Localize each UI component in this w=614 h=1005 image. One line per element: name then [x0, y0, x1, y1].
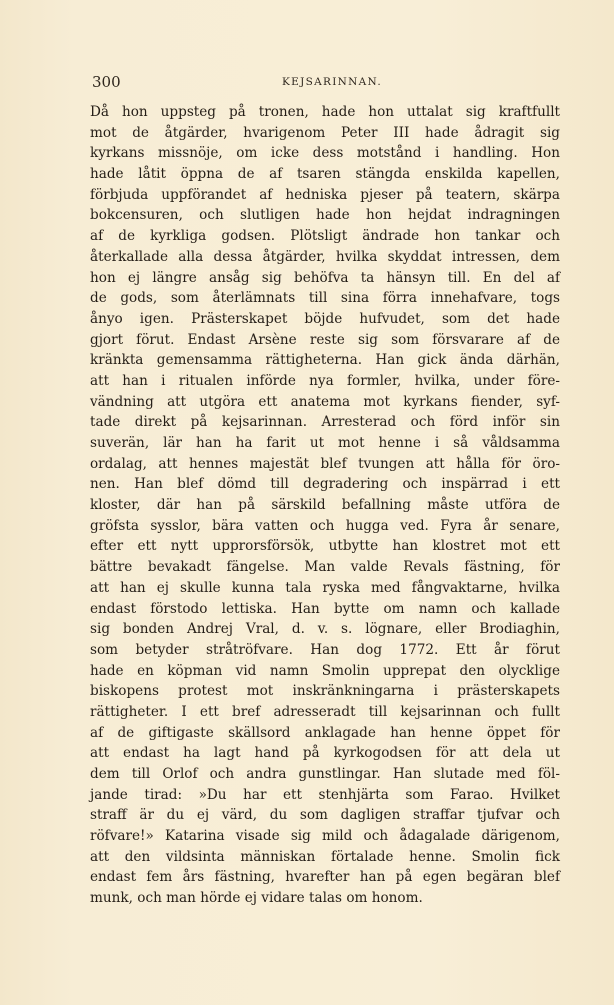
text-line: bokcensuren, och slutligen hade hon hejdat indragningen — [90, 207, 560, 224]
text-line: Då hon uppsteg på tronen, hade hon uttalat sig kraftfullt — [90, 104, 560, 120]
text-line: endast fem års fästning, hvarefter han på egen begäran blef — [90, 869, 560, 886]
body-text — [90, 102, 560, 909]
text-line: hon ej längre ansåg sig behöfva ta hänsyn till. En del af — [90, 269, 560, 286]
text-line: vändning att utgöra ett anatema mot kyrkans fiender, syf- — [90, 393, 560, 410]
text-line: sig bonden Andrej Vral, d. v. s. lögnare, eller Brodiaghin, — [90, 621, 560, 638]
text-line: jande tirad: »Du har ett stenhjärta som Farao. Hvilket — [90, 786, 560, 803]
text-line: tade direkt på kejsarinnan. Arresterad och förd inför sin — [90, 414, 560, 431]
text-line: hade en köpman vid namn Smolin upprepat den olycklige — [90, 662, 560, 679]
text-line: suverän, lär han ha farit ut mot henne i så våldsamma — [90, 435, 560, 451]
text-line: bättre bevakadt fängelse. Man valde Revals fästning, för — [90, 559, 560, 576]
text-line: munk, och man hörde ej vidare talas om honom. — [90, 890, 423, 907]
text-line: nen. Han blef dömd till degradering och inspärrad i ett — [90, 476, 560, 493]
text-line: mot de åtgärder, hvarigenom Peter III hade ådragit sig — [90, 124, 560, 141]
text-line: af de kyrkliga godsen. Plötsligt ändrade hon tankar och — [90, 228, 560, 245]
running-title: KEJSARINNAN. — [282, 76, 382, 88]
text-line: ånyo igen. Prästerskapet böjde hufvudet, som det hade — [90, 310, 560, 327]
text-line: endast förstodo lettiska. Han bytte om namn och kallade — [90, 600, 560, 617]
text-line: rättigheter. I ett bref adresseradt till kejsarinnan och fullt — [90, 703, 560, 720]
text-line: gröfsta sysslor, bära vatten och hugga ved. Fyra år senare, — [90, 517, 560, 534]
text-line: dem till Orlof och andra gunstlingar. Han slutade med föl- — [90, 766, 560, 782]
text-line: att den vildsinta människan förtalade henne. Smolin fick — [90, 848, 560, 865]
text-line: förbjuda uppförandet af hedniska pjeser på teatern, skärpa — [90, 186, 560, 203]
page-number: 300 — [92, 73, 121, 91]
text-line: kyrkans missnöje, om icke dess motstånd i handling. Hon — [90, 145, 560, 162]
text-line: de gods, som återlämnats till sina förra innehafvare, togs — [90, 290, 560, 307]
text-line: straff är du ej värd, du som dagligen straffar tjufvar och — [90, 807, 560, 824]
text-line: af de giftigaste skällsord anklagade han henne öppet för — [90, 724, 560, 741]
text-line: biskopens protest mot inskränkningarna i prästerskapets — [90, 683, 560, 700]
text-line: röfvare!» Katarina visade sig mild och ådagalade därigenom, — [90, 828, 560, 845]
text-line: återkallade alla dessa åtgärder, hvilka skyddat intressen, dem — [90, 248, 560, 265]
text-line: hade låtit öppna de af tsaren stängda enskilda kapellen, — [90, 166, 560, 183]
text-line: att endast ha lagt hand på kyrkogodsen för att dela ut — [90, 745, 560, 762]
text-line: kloster, där han på särskild befallning måste utföra de — [90, 497, 560, 514]
text-line: som betyder stråtröfvare. Han dog 1772. Ett år förut — [90, 641, 560, 658]
text-line: gjort förut. Endast Arsène reste sig som försvarare af de — [90, 331, 560, 348]
page-header — [92, 73, 562, 93]
text-line: efter ett nytt upprorsförsök, utbytte han klostret mot ett — [90, 538, 560, 555]
text-line: att han i ritualen införde nya formler, hvilka, under före- — [90, 372, 560, 389]
text-line: att han ej skulle kunna tala ryska med fångvaktarne, hvilka — [90, 579, 560, 596]
text-line: kränkta gemensamma rättigheterna. Han gick ända därhän, — [90, 352, 560, 369]
text-line: ordalag, att hennes majestät blef tvungen att hålla för öro- — [90, 455, 560, 472]
